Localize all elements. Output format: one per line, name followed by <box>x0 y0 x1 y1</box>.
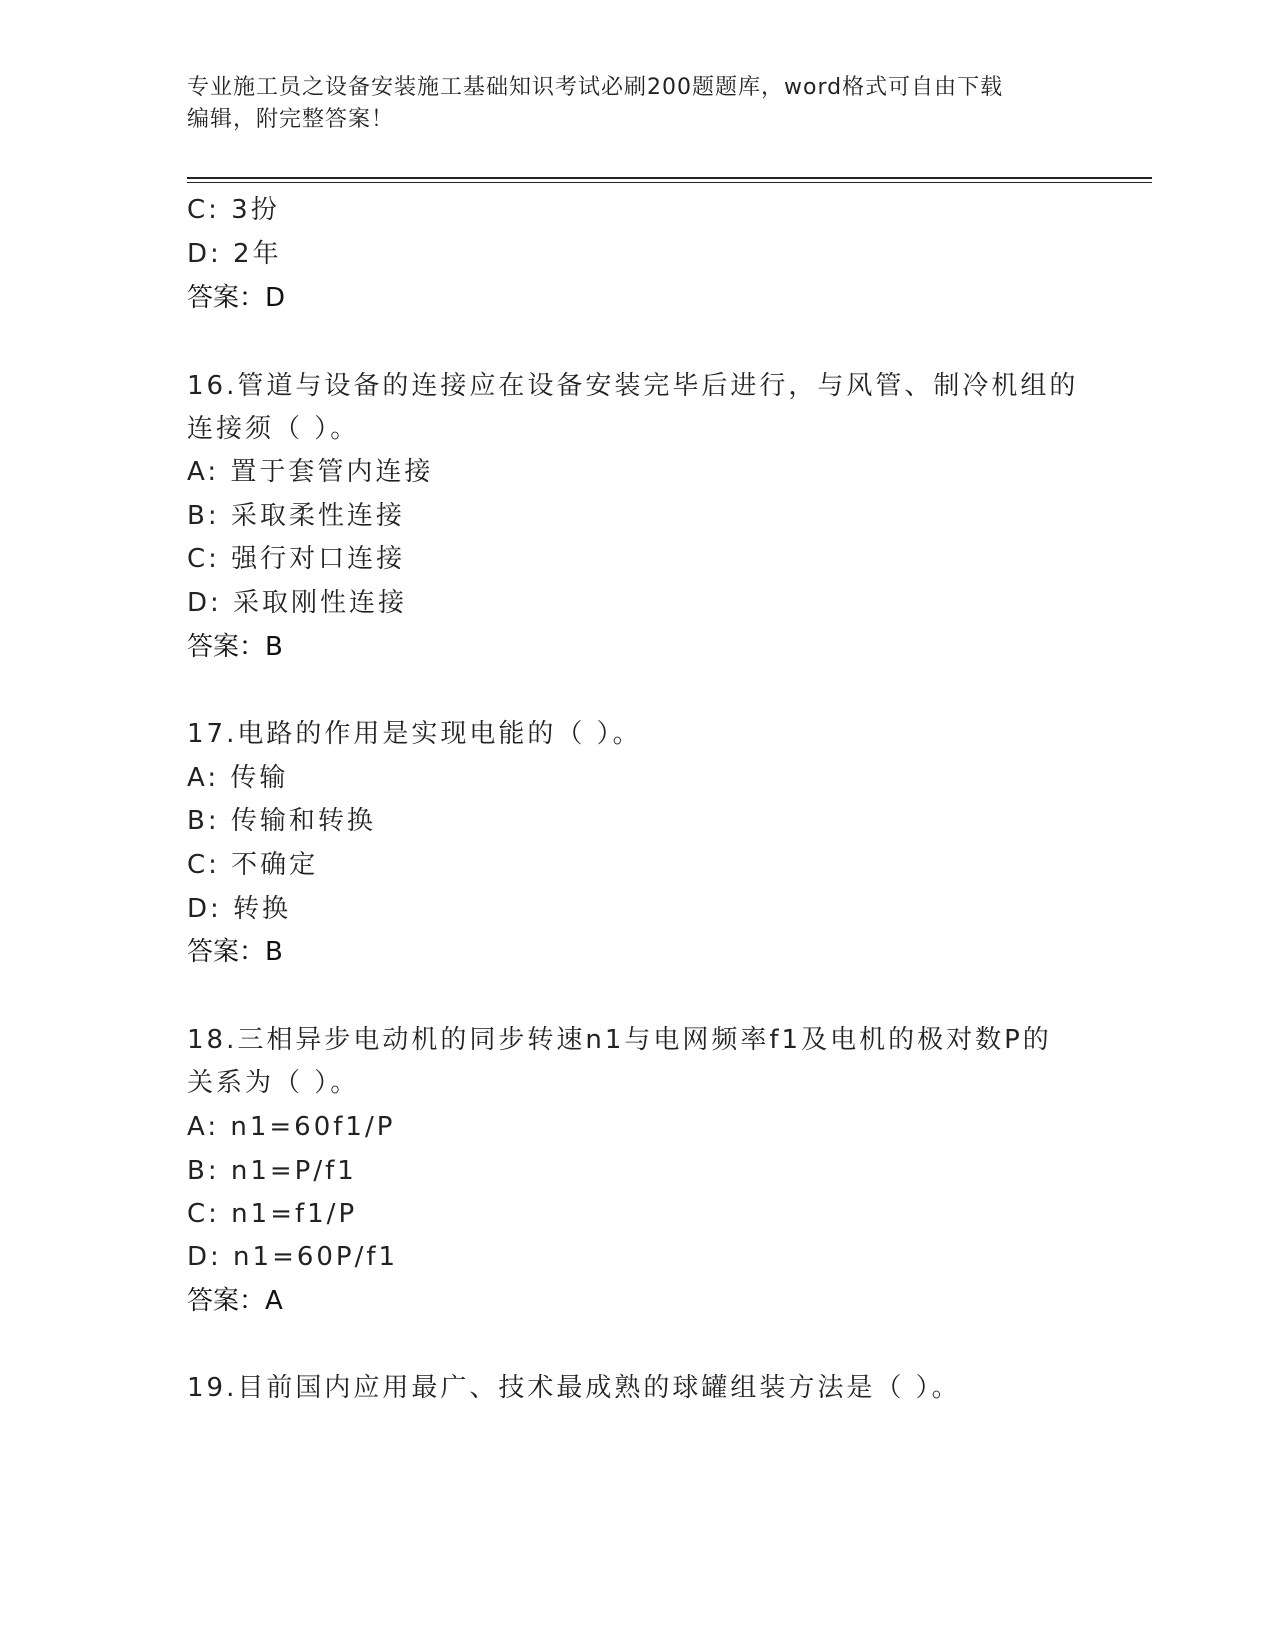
header-divider-thick <box>187 177 1152 179</box>
q18-option-c: C: n1=f1/P <box>187 1199 358 1229</box>
header-line-1: 专业施工员之设备安装施工基础知识考试必刷200题题库，word格式可自由下载 <box>187 75 1004 100</box>
prev-option-d: D: 2年 <box>187 239 282 269</box>
header-divider-thin <box>187 182 1152 183</box>
header-line-2: 编辑，附完整答案！ <box>187 107 395 132</box>
q18-option-a: A: n1=60f1/P <box>187 1112 396 1142</box>
q17-stem-line-1: 17.电路的作用是实现电能的（ ）。 <box>187 719 642 749</box>
q17-option-b: B: 传输和转换 <box>187 806 376 836</box>
q16-option-d: D: 采取刚性连接 <box>187 588 408 618</box>
q16-option-c: C: 强行对口连接 <box>187 544 406 574</box>
q18-stem-line-2: 关系为（ ）。 <box>187 1068 360 1098</box>
q16-answer: 答案：B <box>187 632 283 662</box>
prev-answer: 答案：D <box>187 283 286 313</box>
q16-option-a: A: 置于套管内连接 <box>187 457 434 487</box>
q16-stem-line-1: 16.管道与设备的连接应在设备安装完毕后进行，与风管、制冷机组的 <box>187 371 1079 401</box>
q17-answer: 答案：B <box>187 937 283 967</box>
q16-stem-line-2: 连接须（ ）。 <box>187 414 360 444</box>
q16-option-b: B: 采取柔性连接 <box>187 501 405 531</box>
q18-answer: 答案：A <box>187 1286 283 1316</box>
q18-option-b: B: n1=P/f1 <box>187 1156 357 1186</box>
q17-option-c: C: 不确定 <box>187 850 319 880</box>
q17-option-d: D: 转换 <box>187 894 292 924</box>
q17-option-a: A: 传输 <box>187 763 289 793</box>
prev-option-c: C: 3扮 <box>187 195 280 225</box>
q18-stem-line-1: 18.三相异步电动机的同步转速n1与电网频率f1及电机的极对数P的 <box>187 1025 1052 1055</box>
q18-option-d: D: n1=60P/f1 <box>187 1242 399 1272</box>
q19-stem-line-1: 19.目前国内应用最广、技术最成熟的球罐组装方法是（ ）。 <box>187 1373 961 1403</box>
document-header <box>187 72 1087 136</box>
